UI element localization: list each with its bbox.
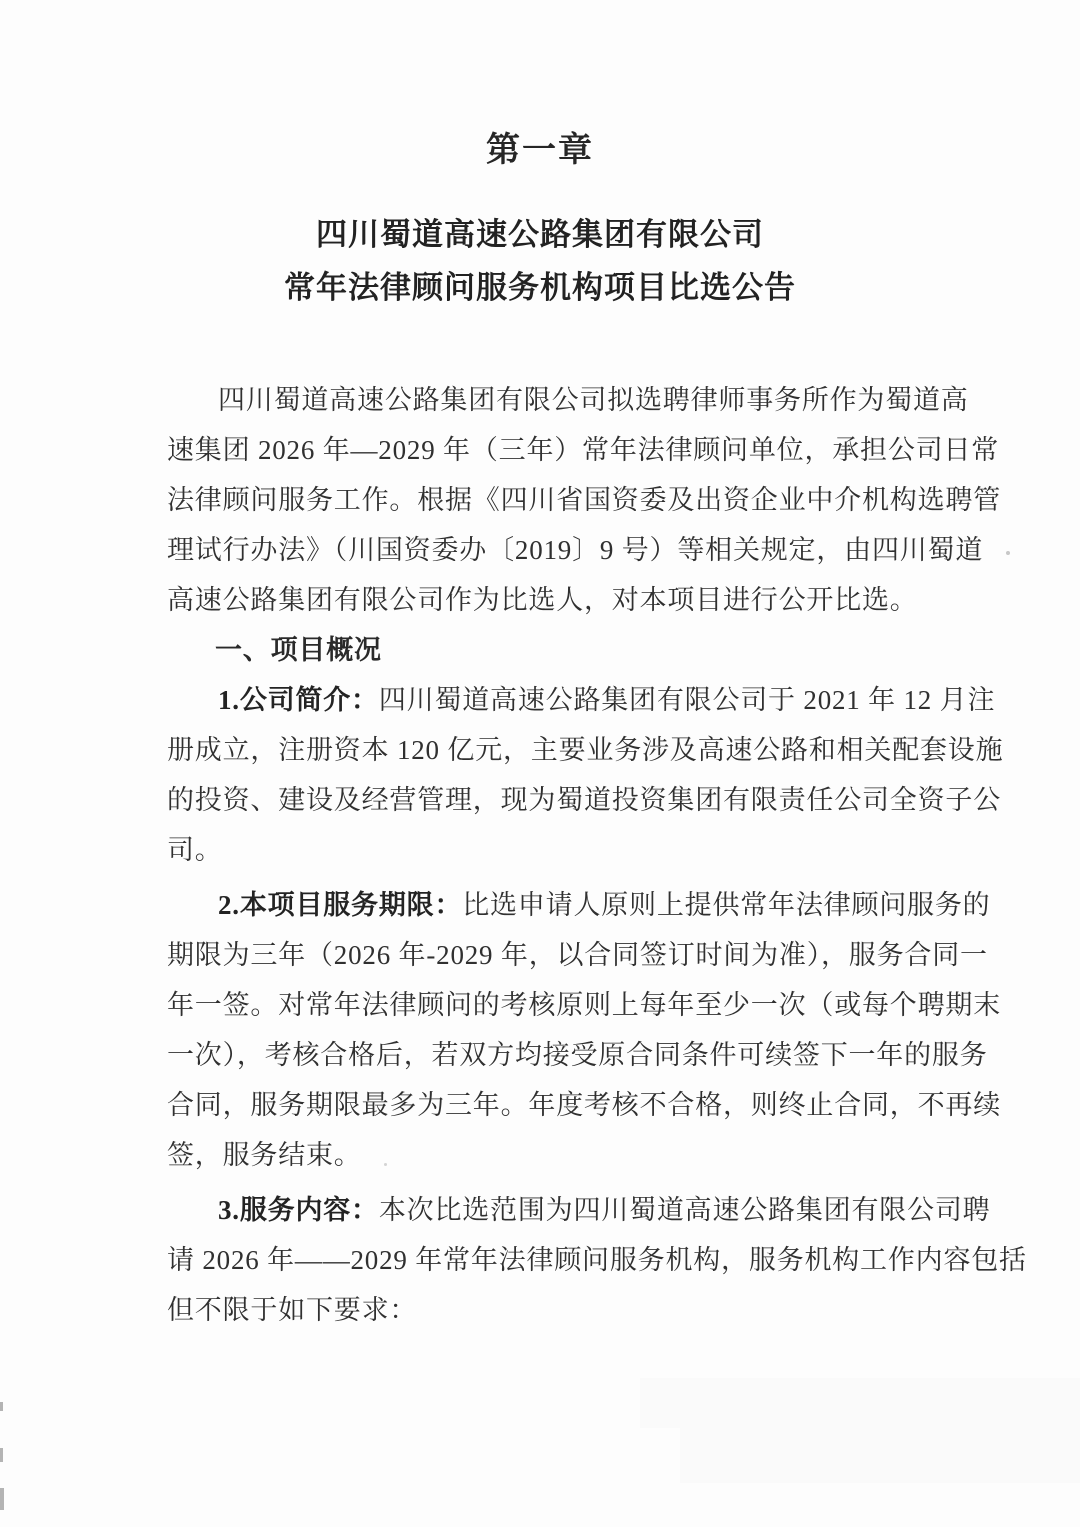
document-title bbox=[0, 208, 1080, 314]
scan-speck-artifact bbox=[1006, 551, 1010, 555]
text-line: 请 2026 年——2029 年常年法律顾问服务机构，服务机构工作内容包括 bbox=[167, 1245, 1027, 1275]
text-line: 的投资、建设及经营管理，现为蜀道投资集团有限责任公司全资子公 bbox=[167, 785, 1001, 815]
text-run: 本次比选范围为四川蜀道高速公路集团有限公司聘 bbox=[378, 1195, 991, 1225]
scan-shade-artifact bbox=[640, 1378, 1080, 1428]
text-line: 签，服务结束。 bbox=[167, 1140, 362, 1170]
chapter-heading: 第一章 bbox=[486, 132, 594, 169]
text-line: 一次），考核合格后，若双方均接受原合同条件可续签下一年的服务 bbox=[167, 1040, 988, 1070]
text-line: 期限为三年（2026 年-2029 年，以合同签订时间为准），服务合同一 bbox=[167, 940, 988, 970]
text-line: 法律顾问服务工作。根据《四川省国资委及出资企业中介机构选聘管 bbox=[167, 485, 1001, 515]
scan-edge-artifact bbox=[0, 1488, 4, 1510]
text-line: 但不限于如下要求： bbox=[167, 1295, 418, 1325]
text-line bbox=[167, 880, 991, 930]
text-line: 年一签。对常年法律顾问的考核原则上每年至少一次（或每个聘期末 bbox=[167, 990, 1001, 1020]
paragraph-lead-company-intro: 1.公司简介： bbox=[218, 685, 379, 715]
text-line: 高速公路集团有限公司作为比选人，对本项目进行公开比选。 bbox=[167, 585, 918, 615]
text-run: 四川蜀道高速公路集团有限公司于 2021 年 12 月注 bbox=[378, 685, 996, 715]
document-title-line-1: 四川蜀道高速公路集团有限公司 bbox=[316, 217, 764, 252]
text-line bbox=[167, 675, 996, 725]
text-line: 合同，服务期限最多为三年。年度考核不合格，则终止合同，不再续 bbox=[167, 1090, 1001, 1120]
scan-edge-artifact bbox=[0, 1448, 3, 1462]
text-line bbox=[167, 1185, 991, 1235]
text-run: 比选申请人原则上提供常年法律顾问服务的 bbox=[462, 890, 991, 920]
text-line: 速集团 2026 年—2029 年（三年）常年法律顾问单位，承担公司日常 bbox=[167, 435, 1000, 465]
text-line: 四川蜀道高速公路集团有限公司拟选聘律师事务所作为蜀道高 bbox=[218, 385, 969, 415]
scan-shade-artifact bbox=[680, 1428, 1080, 1483]
text-line: 司。 bbox=[167, 835, 223, 865]
document-title-line-2: 常年法律顾问服务机构项目比选公告 bbox=[284, 270, 796, 305]
document-body bbox=[167, 375, 1027, 1335]
text-line: 册成立，注册资本 120 亿元，主要业务涉及高速公路和相关配套设施 bbox=[167, 735, 1004, 765]
paragraph-lead-service-content: 3.服务内容： bbox=[218, 1195, 379, 1225]
paragraph-lead-service-term: 2.本项目服务期限： bbox=[218, 890, 463, 920]
text-line: 理试行办法》（川国资委办〔2019〕9 号）等相关规定，由四川蜀道 bbox=[167, 535, 984, 565]
section-heading-project-overview: 一、项目概况 bbox=[215, 635, 382, 665]
scan-edge-artifact bbox=[0, 1402, 3, 1411]
